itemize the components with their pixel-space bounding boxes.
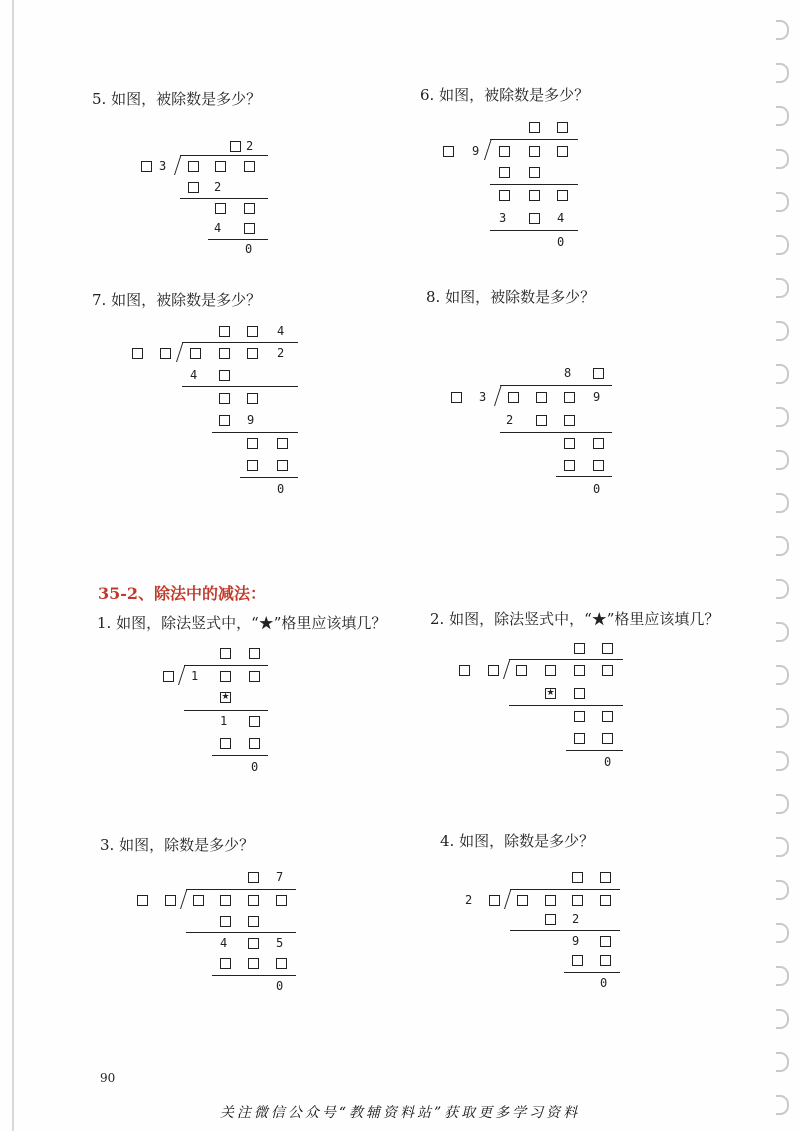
digit: 7 bbox=[276, 870, 284, 884]
blank-box[interactable] bbox=[244, 203, 255, 214]
spiral-ring bbox=[776, 106, 789, 126]
blank-box[interactable] bbox=[499, 146, 510, 157]
subtraction-line bbox=[212, 755, 268, 756]
digit: 9 bbox=[247, 413, 255, 427]
subtraction-line bbox=[180, 198, 268, 199]
blank-box[interactable] bbox=[244, 161, 255, 172]
blank-box[interactable] bbox=[188, 161, 199, 172]
blank-box[interactable] bbox=[602, 733, 613, 744]
digit: 3 bbox=[159, 159, 167, 173]
blank-box[interactable] bbox=[247, 348, 258, 359]
division-bracket bbox=[178, 665, 191, 685]
blank-box[interactable] bbox=[188, 182, 199, 193]
blank-box[interactable] bbox=[220, 671, 231, 682]
blank-box[interactable] bbox=[249, 648, 260, 659]
blank-box[interactable] bbox=[443, 146, 454, 157]
blank-box[interactable] bbox=[277, 438, 288, 449]
blank-box[interactable] bbox=[132, 348, 143, 359]
blank-box[interactable] bbox=[517, 895, 528, 906]
spiral-ring bbox=[776, 20, 789, 40]
blank-box[interactable] bbox=[516, 665, 527, 676]
blank-box[interactable] bbox=[141, 161, 152, 172]
subtraction-line bbox=[184, 710, 268, 711]
spiral-ring bbox=[776, 837, 789, 857]
digit: 5 bbox=[276, 936, 284, 950]
blank-box[interactable] bbox=[160, 348, 171, 359]
subtraction-line bbox=[182, 386, 298, 387]
spiral-ring bbox=[776, 364, 789, 384]
page-edge bbox=[12, 0, 14, 1131]
blank-box[interactable] bbox=[574, 688, 585, 699]
blank-box[interactable] bbox=[165, 895, 176, 906]
blank-box[interactable] bbox=[249, 716, 260, 727]
digit: 2 bbox=[246, 139, 254, 153]
digit: 4 bbox=[214, 221, 222, 235]
spiral-ring bbox=[776, 923, 789, 943]
question-5: 5. 如图，被除数是多少？ bbox=[92, 90, 262, 108]
question-s1: 1. 如图，除法竖式中，“★”格里应该填几？ bbox=[97, 614, 387, 632]
spiral-ring bbox=[776, 880, 789, 900]
blank-box[interactable] bbox=[219, 393, 230, 404]
blank-box[interactable] bbox=[247, 393, 258, 404]
digit: 0 bbox=[593, 482, 601, 496]
spiral-ring bbox=[776, 1052, 789, 1072]
blank-box[interactable] bbox=[600, 872, 611, 883]
blank-box[interactable] bbox=[276, 958, 287, 969]
blank-box[interactable] bbox=[508, 392, 519, 403]
spiral-ring bbox=[776, 794, 789, 814]
blank-box[interactable] bbox=[249, 738, 260, 749]
spiral-ring bbox=[776, 708, 789, 728]
blank-box[interactable] bbox=[545, 665, 556, 676]
blank-box[interactable] bbox=[499, 167, 510, 178]
subtraction-line bbox=[490, 230, 578, 231]
blank-box[interactable] bbox=[574, 733, 585, 744]
digit: 4 bbox=[277, 324, 285, 338]
blank-box[interactable] bbox=[574, 711, 585, 722]
star-icon[interactable]: ★ bbox=[221, 692, 230, 702]
digit: 0 bbox=[604, 755, 612, 769]
spiral-ring bbox=[776, 751, 789, 771]
subtraction-line bbox=[212, 975, 296, 976]
blank-box[interactable] bbox=[572, 895, 583, 906]
digit: 8 bbox=[564, 366, 572, 380]
blank-box[interactable] bbox=[248, 958, 259, 969]
spiral-ring bbox=[776, 1009, 789, 1029]
blank-box[interactable] bbox=[190, 348, 201, 359]
question-8: 8. 如图，被除数是多少？ bbox=[426, 288, 596, 306]
digit: 0 bbox=[600, 976, 608, 990]
blank-box[interactable] bbox=[572, 872, 583, 883]
question-s3: 3. 如图，除数是多少？ bbox=[100, 836, 255, 854]
blank-box[interactable] bbox=[602, 665, 613, 676]
blank-box[interactable] bbox=[545, 895, 556, 906]
subtraction-line bbox=[510, 930, 620, 931]
blank-box[interactable] bbox=[545, 914, 556, 925]
blank-box[interactable] bbox=[602, 711, 613, 722]
blank-box[interactable] bbox=[600, 955, 611, 966]
bracket-line bbox=[509, 659, 623, 660]
subtraction-line bbox=[212, 432, 298, 433]
digit: 3 bbox=[479, 390, 487, 404]
bracket-line bbox=[500, 385, 612, 386]
digit: 0 bbox=[557, 235, 565, 249]
blank-box[interactable] bbox=[557, 190, 568, 201]
digit: 0 bbox=[276, 979, 284, 993]
blank-box[interactable] bbox=[564, 438, 575, 449]
blank-box[interactable] bbox=[247, 326, 258, 337]
spiral-ring bbox=[776, 579, 789, 599]
blank-box[interactable] bbox=[215, 161, 226, 172]
bracket-line bbox=[490, 139, 578, 140]
digit: 3 bbox=[499, 211, 507, 225]
digit: 1 bbox=[191, 669, 199, 683]
blank-box[interactable] bbox=[219, 370, 230, 381]
subtraction-line bbox=[564, 972, 620, 973]
digit: 2 bbox=[214, 180, 222, 194]
spiral-binding bbox=[772, 0, 796, 1131]
division-bracket bbox=[494, 385, 508, 406]
blank-box[interactable] bbox=[220, 648, 231, 659]
subtraction-line bbox=[500, 432, 612, 433]
question-6: 6. 如图，被除数是多少？ bbox=[420, 86, 590, 104]
star-icon[interactable]: ★ bbox=[546, 688, 555, 698]
spiral-ring bbox=[776, 63, 789, 83]
question-s4: 4. 如图，除数是多少？ bbox=[440, 832, 595, 850]
blank-box[interactable] bbox=[536, 415, 547, 426]
spiral-ring bbox=[776, 536, 789, 556]
digit: 9 bbox=[472, 144, 480, 158]
blank-box[interactable] bbox=[219, 348, 230, 359]
section-title: 35-2、除法中的减法： bbox=[98, 584, 267, 603]
blank-box[interactable] bbox=[247, 460, 258, 471]
blank-box[interactable] bbox=[220, 958, 231, 969]
spiral-ring bbox=[776, 321, 789, 341]
subtraction-line bbox=[509, 705, 623, 706]
blank-box[interactable] bbox=[572, 955, 583, 966]
blank-box[interactable] bbox=[529, 190, 540, 201]
blank-box[interactable] bbox=[564, 392, 575, 403]
blank-box[interactable] bbox=[244, 223, 255, 234]
question-s2: 2. 如图，除法竖式中，“★”格里应该填几？ bbox=[430, 610, 720, 628]
question-7: 7. 如图，被除数是多少？ bbox=[92, 291, 262, 309]
digit: 4 bbox=[557, 211, 565, 225]
subtraction-line bbox=[240, 477, 298, 478]
footer-notice: 关注微信公众号“教辅资料站”获取更多学习资料 bbox=[219, 1105, 581, 1121]
subtraction-line bbox=[208, 239, 268, 240]
spiral-ring bbox=[776, 149, 789, 169]
digit: 4 bbox=[220, 936, 228, 950]
spiral-ring bbox=[776, 235, 789, 255]
digit: 1 bbox=[220, 714, 228, 728]
blank-box[interactable] bbox=[220, 895, 231, 906]
spiral-ring bbox=[776, 622, 789, 642]
digit: 4 bbox=[190, 368, 198, 382]
blank-box[interactable] bbox=[593, 460, 604, 471]
division-bracket bbox=[484, 139, 498, 160]
blank-box[interactable] bbox=[163, 671, 174, 682]
blank-box[interactable] bbox=[574, 665, 585, 676]
spiral-ring bbox=[776, 665, 789, 685]
blank-box[interactable] bbox=[536, 392, 547, 403]
blank-box[interactable] bbox=[219, 326, 230, 337]
digit: 2 bbox=[465, 893, 473, 907]
blank-box[interactable] bbox=[277, 460, 288, 471]
digit: 0 bbox=[251, 760, 259, 774]
blank-box[interactable] bbox=[529, 167, 540, 178]
bracket-line bbox=[180, 155, 268, 156]
blank-box[interactable] bbox=[593, 368, 604, 379]
blank-box[interactable] bbox=[529, 213, 540, 224]
bracket-line bbox=[182, 342, 298, 343]
blank-box[interactable] bbox=[230, 141, 241, 152]
bracket-line bbox=[186, 889, 296, 890]
subtraction-line bbox=[490, 184, 578, 185]
blank-box[interactable] bbox=[249, 671, 260, 682]
spiral-ring bbox=[776, 407, 789, 427]
blank-box[interactable] bbox=[529, 122, 540, 133]
division-bracket bbox=[176, 342, 189, 362]
blank-box[interactable] bbox=[248, 872, 259, 883]
blank-box[interactable] bbox=[248, 895, 259, 906]
spiral-ring bbox=[776, 493, 789, 513]
blank-box[interactable] bbox=[489, 895, 500, 906]
digit: 0 bbox=[277, 482, 285, 496]
blank-box[interactable] bbox=[248, 916, 259, 927]
blank-box[interactable] bbox=[193, 895, 204, 906]
digit: 0 bbox=[245, 242, 253, 256]
page-number: 90 bbox=[100, 1071, 116, 1085]
bracket-line bbox=[184, 665, 268, 666]
division-bracket bbox=[180, 889, 193, 909]
division-bracket bbox=[174, 155, 187, 175]
blank-box[interactable] bbox=[593, 438, 604, 449]
blank-box[interactable] bbox=[137, 895, 148, 906]
digit: 2 bbox=[277, 346, 285, 360]
blank-box[interactable] bbox=[564, 460, 575, 471]
blank-box[interactable] bbox=[602, 643, 613, 654]
blank-box[interactable] bbox=[600, 936, 611, 947]
digit: 9 bbox=[593, 390, 601, 404]
subtraction-line bbox=[186, 932, 296, 933]
subtraction-line bbox=[566, 750, 623, 751]
blank-box[interactable] bbox=[529, 146, 540, 157]
spiral-ring bbox=[776, 192, 789, 212]
spiral-ring bbox=[776, 966, 789, 986]
digit: 2 bbox=[572, 912, 580, 926]
blank-box[interactable] bbox=[219, 415, 230, 426]
blank-box[interactable] bbox=[220, 916, 231, 927]
digit: 9 bbox=[572, 934, 580, 948]
blank-box[interactable] bbox=[248, 938, 259, 949]
blank-box[interactable] bbox=[600, 895, 611, 906]
blank-box[interactable] bbox=[247, 438, 258, 449]
blank-box[interactable] bbox=[557, 122, 568, 133]
division-bracket bbox=[503, 659, 516, 679]
blank-box[interactable] bbox=[451, 392, 462, 403]
spiral-ring bbox=[776, 450, 789, 470]
blank-box[interactable] bbox=[564, 415, 575, 426]
blank-box[interactable] bbox=[459, 665, 470, 676]
blank-box[interactable] bbox=[220, 738, 231, 749]
blank-box[interactable] bbox=[557, 146, 568, 157]
digit: 2 bbox=[506, 413, 514, 427]
blank-box[interactable] bbox=[574, 643, 585, 654]
division-bracket bbox=[504, 889, 517, 909]
spiral-ring bbox=[776, 278, 789, 298]
subtraction-line bbox=[556, 476, 612, 477]
blank-box[interactable] bbox=[276, 895, 287, 906]
blank-box[interactable] bbox=[488, 665, 499, 676]
blank-box[interactable] bbox=[215, 203, 226, 214]
bracket-line bbox=[510, 889, 620, 890]
blank-box[interactable] bbox=[499, 190, 510, 201]
